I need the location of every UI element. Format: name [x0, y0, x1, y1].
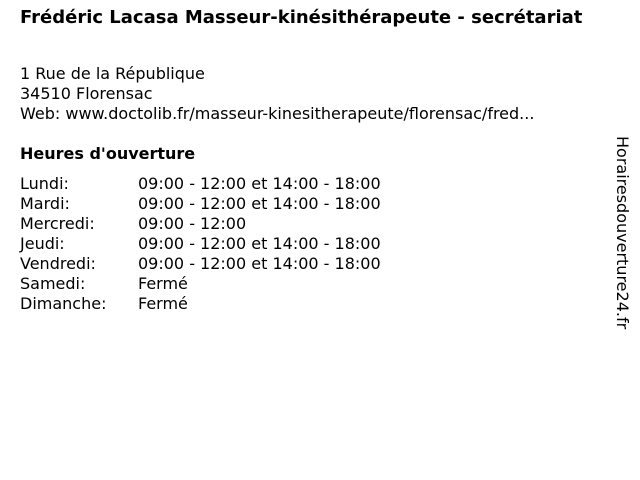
- street-address: 1 Rue de la République: [20, 64, 205, 83]
- day-label: Samedi:: [20, 274, 86, 293]
- day-hours: Fermé: [138, 294, 188, 313]
- day-hours: 09:00 - 12:00 et 14:00 - 18:00: [138, 174, 381, 193]
- day-hours: 09:00 - 12:00 et 14:00 - 18:00: [138, 234, 381, 253]
- day-hours: 09:00 - 12:00 et 14:00 - 18:00: [138, 194, 381, 213]
- postal-city: 34510 Florensac: [20, 84, 153, 103]
- day-label: Lundi:: [20, 174, 69, 193]
- day-label: Mercredi:: [20, 214, 95, 233]
- business-title: Frédéric Lacasa Masseur-kinésithérapeute - secrétariat: [20, 7, 583, 28]
- website-line: Web: www.doctolib.fr/masseur-kinesitherapeute/florensac/fred...: [20, 104, 535, 123]
- day-hours: Fermé: [138, 274, 188, 293]
- day-hours: 09:00 - 12:00: [138, 214, 247, 233]
- day-label: Jeudi:: [20, 234, 65, 253]
- day-hours: 09:00 - 12:00 et 14:00 - 18:00: [138, 254, 381, 273]
- address-block: [20, 64, 534, 124]
- day-label: Mardi:: [20, 194, 70, 213]
- opening-hours-heading: Heures d'ouverture: [20, 144, 196, 163]
- site-brand-vertical: Horairesdouverture24.fr: [613, 136, 632, 330]
- day-label: Vendredi:: [20, 254, 96, 273]
- day-label: Dimanche:: [20, 294, 107, 313]
